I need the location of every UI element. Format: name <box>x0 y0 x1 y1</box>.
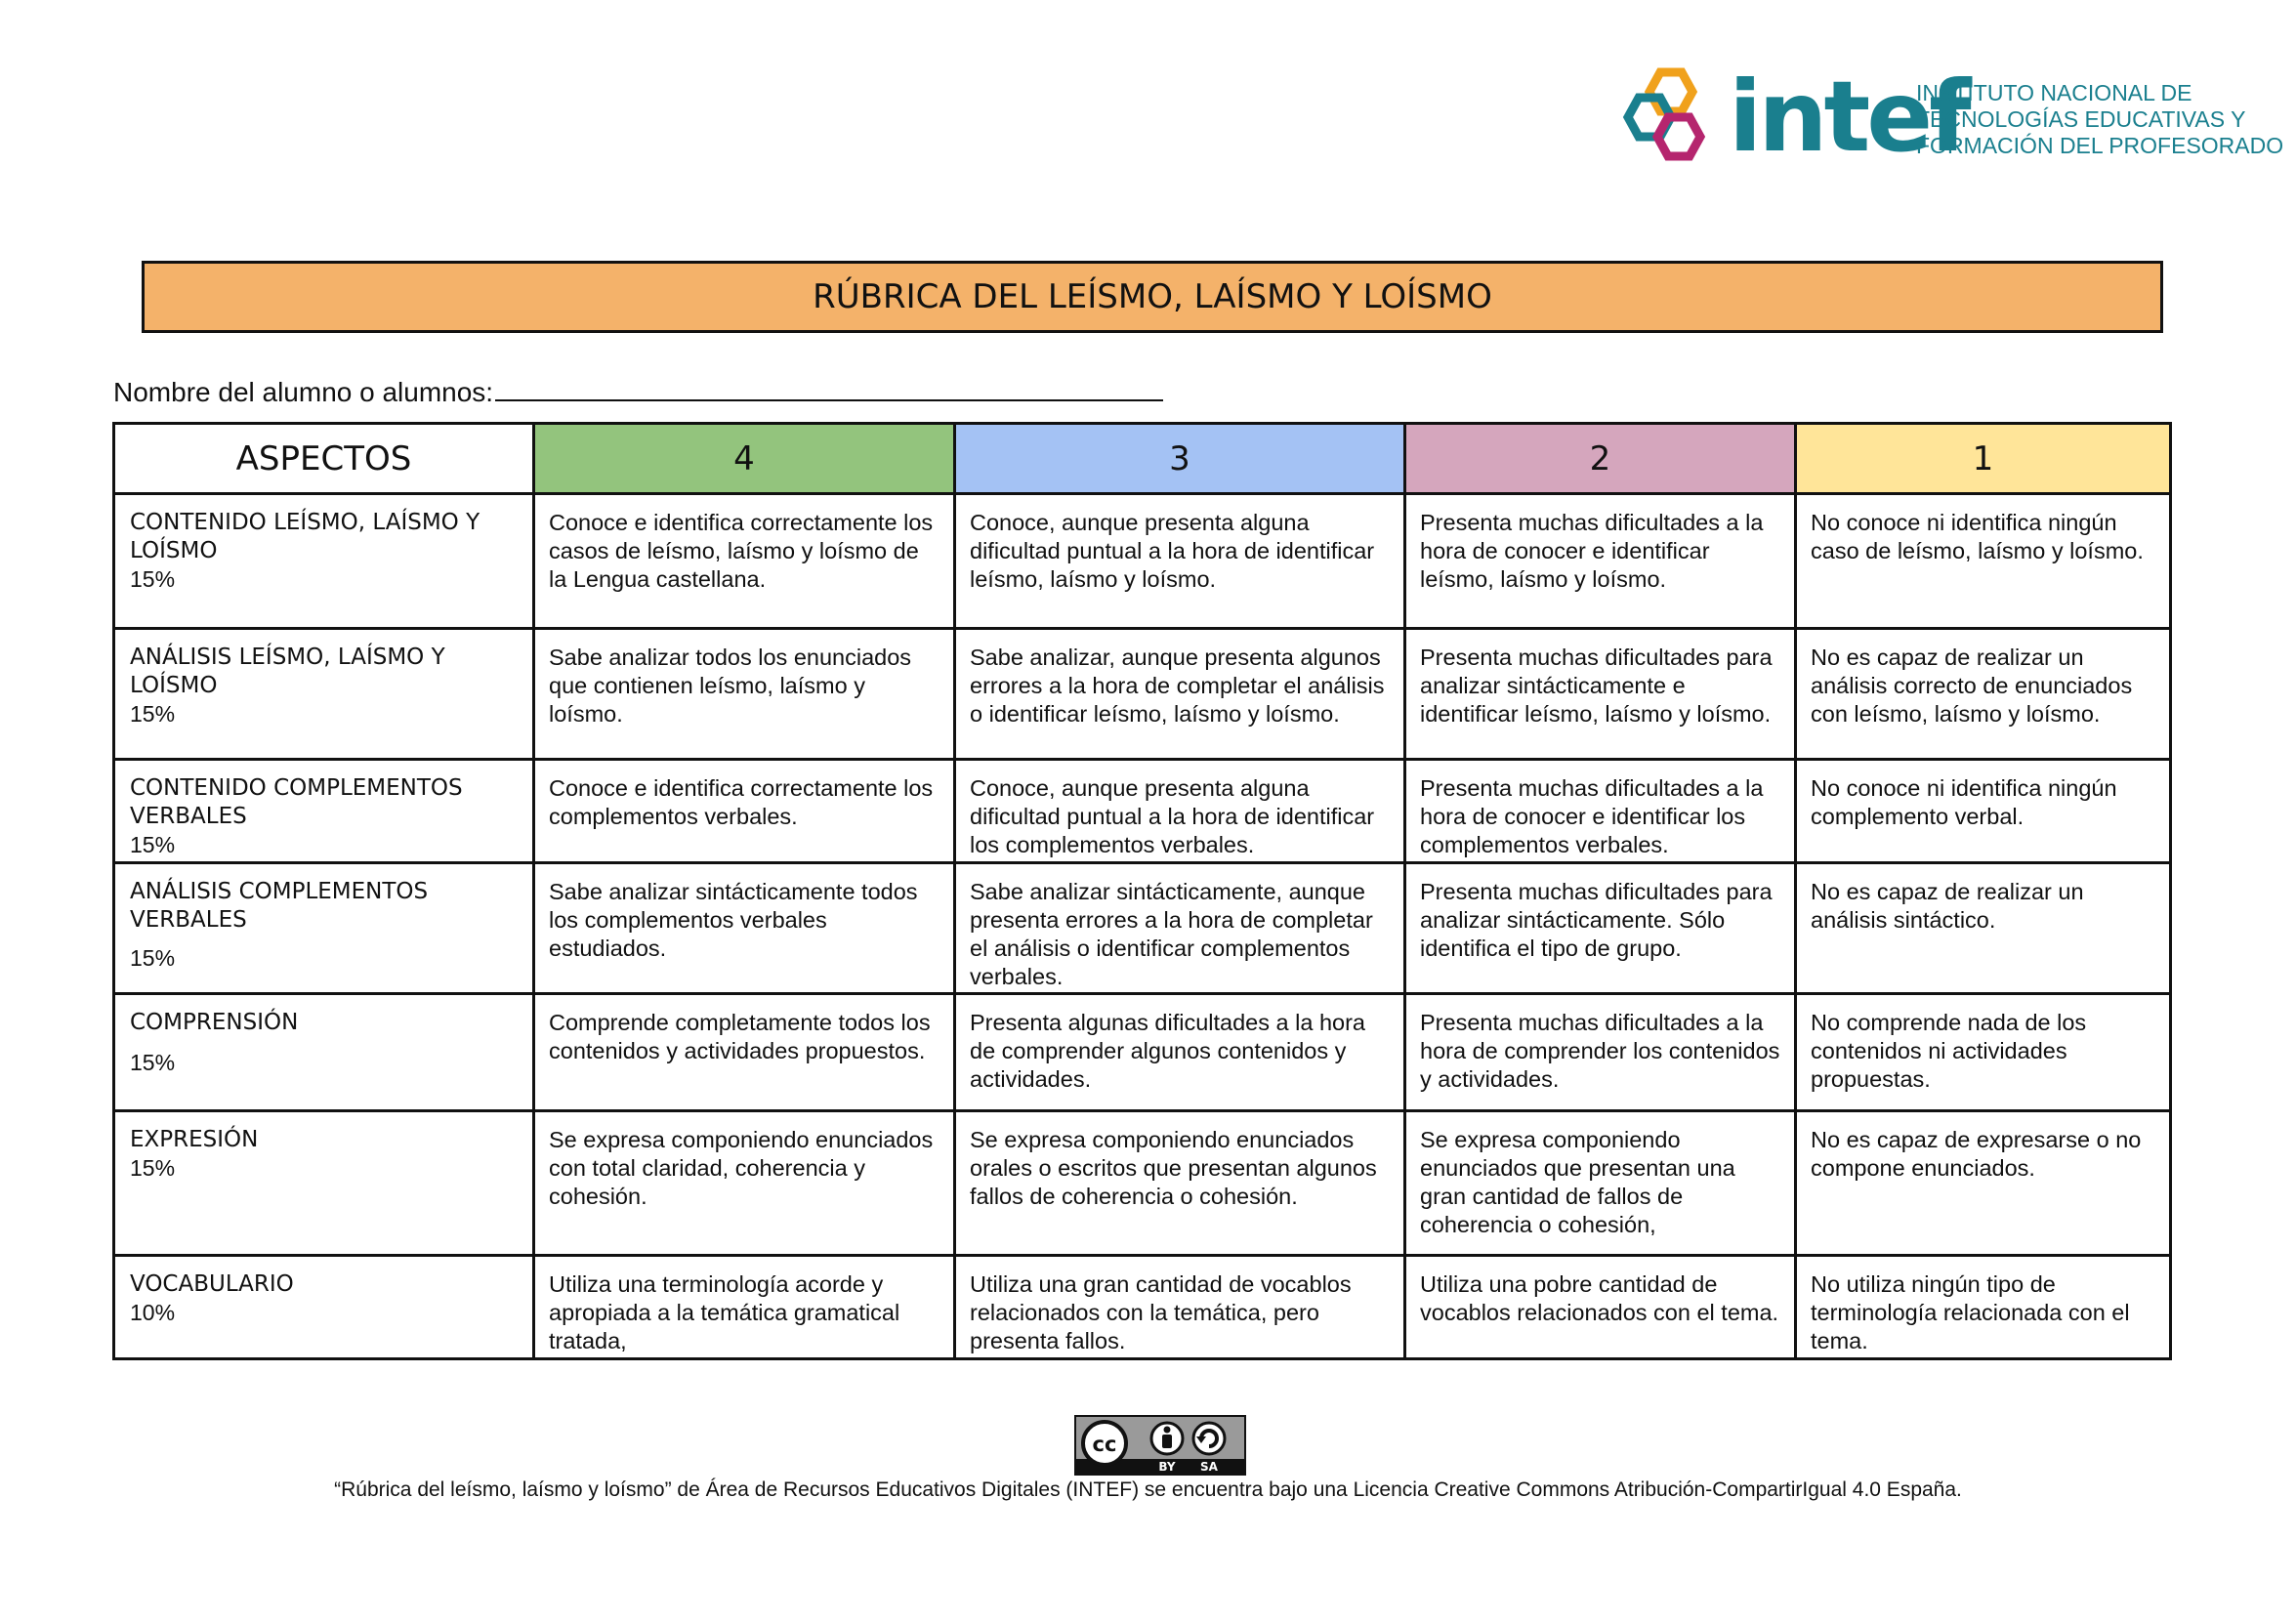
score-2-cell: Utiliza una pobre cantidad de vocablos relacionados con el tema. <box>1405 1256 1796 1359</box>
intef-wordmark: intef <box>1729 60 1968 174</box>
table-row <box>114 863 2171 994</box>
score-3-cell: Se expresa componiendo enunciados orales o escritos que presentan algunos fallos de coherencia o cohesión. <box>955 1111 1405 1256</box>
svg-text:BY: BY <box>1158 1460 1176 1474</box>
score-1-cell: No es capaz de expresarse o no compone enunciados. <box>1796 1111 2171 1256</box>
score-3-cell: Conoce, aunque presenta alguna dificultad puntual a la hora de identificar leísmo, laísmo y loísmo. <box>955 494 1405 629</box>
score-3-cell: Sabe analizar, aunque presenta algunos errores a la hora de completar el análisis o identificar leísmo, laísmo y loísmo. <box>955 629 1405 760</box>
score-4-cell: Conoce e identifica correctamente los casos de leísmo, laísmo y loísmo de la Lengua castellana. <box>534 494 955 629</box>
score-4-cell: Se expresa componiendo enunciados con total claridad, coherencia y cohesión. <box>534 1111 955 1256</box>
score-1-cell: No conoce ni identifica ningún caso de leísmo, laísmo y loísmo. <box>1796 494 2171 629</box>
score-3-cell: Sabe analizar sintácticamente, aunque presenta errores a la hora de completar el análisis o identificar complementos verbales. <box>955 863 1405 994</box>
license-text: “Rúbrica del leísmo, laísmo y loísmo” de Área de Recursos Educativos Digitales (INTEF) se encuentra bajo una Licencia Creative Commons Atribución-CompartirIgual 4.0 España. <box>334 1478 1962 1501</box>
aspect-cell: ANÁLISIS LEÍSMO, LAÍSMO Y LOÍSMO 15% <box>114 629 534 760</box>
score-3-cell: Utiliza una gran cantidad de vocablos relacionados con la temática, pero presenta fallos. <box>955 1256 1405 1359</box>
aspect-cell: CONTENIDO LEÍSMO, LAÍSMO Y LOÍSMO 15% <box>114 494 534 629</box>
score-4-cell: Comprende completamente todos los contenidos y actividades propuestos. <box>534 994 955 1111</box>
header-score-1: 1 <box>1796 424 2171 494</box>
score-1-cell: No conoce ni identifica ningún complemento verbal. <box>1796 760 2171 863</box>
intef-logo <box>1611 60 2284 178</box>
header-score-3: 3 <box>955 424 1405 494</box>
header-score-2: 2 <box>1405 424 1796 494</box>
aspect-cell: COMPRENSIÓN 15% <box>114 994 534 1111</box>
table-row <box>114 494 2171 629</box>
student-name-blank <box>495 374 1163 401</box>
intef-institute-name: INSTITUTO NACIONAL DE TECNOLOGÍAS EDUCATIVAS Y FORMACIÓN DEL PROFESORADO <box>1916 80 2284 158</box>
score-2-cell: Presenta muchas dificultades a la hora de conocer e identificar leísmo, laísmo y loísmo. <box>1405 494 1796 629</box>
score-2-cell: Presenta muchas dificultades para analizar sintácticamente. Sólo identifica el tipo de grupo. <box>1405 863 1796 994</box>
aspect-cell: CONTENIDO COMPLEMENTOS VERBALES 15% <box>114 760 534 863</box>
score-2-cell: Presenta muchas dificultades a la hora de comprender los contenidos y actividades. <box>1405 994 1796 1111</box>
score-4-cell: Utiliza una terminología acorde y apropiada a la temática gramatical tratada, <box>534 1256 955 1359</box>
score-2-cell: Se expresa componiendo enunciados que presentan una gran cantidad de fallos de coherencia o cohesión, <box>1405 1111 1796 1256</box>
table-row <box>114 760 2171 863</box>
score-1-cell: No es capaz de realizar un análisis sintáctico. <box>1796 863 2171 994</box>
score-4-cell: Conoce e identifica correctamente los complementos verbales. <box>534 760 955 863</box>
score-1-cell: No es capaz de realizar un análisis correcto de enunciados con leísmo, laísmo y loísmo. <box>1796 629 2171 760</box>
table-row <box>114 994 2171 1111</box>
score-3-cell: Presenta algunas dificultades a la hora de comprender algunos contenidos y actividades. <box>955 994 1405 1111</box>
student-name-field <box>113 374 1163 408</box>
table-row <box>114 629 2171 760</box>
aspect-cell: VOCABULARIO 10% <box>114 1256 534 1359</box>
aspect-cell: ANÁLISIS COMPLEMENTOS VERBALES 15% <box>114 863 534 994</box>
score-4-cell: Sabe analizar todos los enunciados que contienen leísmo, laísmo y loísmo. <box>534 629 955 760</box>
aspect-cell: EXPRESIÓN 15% <box>114 1111 534 1256</box>
score-2-cell: Presenta muchas dificultades para analizar sintácticamente e identificar leísmo, laísmo y loísmo. <box>1405 629 1796 760</box>
svg-text:cc: cc <box>1092 1433 1117 1456</box>
rubric-table <box>112 422 2172 1360</box>
cc-by-sa-badge <box>1074 1415 1246 1476</box>
intef-hexagon-icon <box>1611 61 1724 173</box>
page-title: RÚBRICA DEL LEÍSMO, LAÍSMO Y LOÍSMO <box>142 261 2163 333</box>
score-1-cell: No utiliza ningún tipo de terminología relacionada con el tema. <box>1796 1256 2171 1359</box>
score-1-cell: No comprende nada de los contenidos ni actividades propuestas. <box>1796 994 2171 1111</box>
header-score-4: 4 <box>534 424 955 494</box>
score-2-cell: Presenta muchas dificultades a la hora de conocer e identificar los complementos verbales. <box>1405 760 1796 863</box>
score-3-cell: Conoce, aunque presenta alguna dificultad puntual a la hora de identificar los complementos verbales. <box>955 760 1405 863</box>
svg-text:SA: SA <box>1200 1460 1218 1474</box>
score-4-cell: Sabe analizar sintácticamente todos los complementos verbales estudiados. <box>534 863 955 994</box>
student-name-label: Nombre del alumno o alumnos: <box>113 377 494 407</box>
header-aspects: ASPECTOS <box>114 424 534 494</box>
table-row <box>114 1111 2171 1256</box>
table-row <box>114 1256 2171 1359</box>
header-row <box>114 424 2171 494</box>
